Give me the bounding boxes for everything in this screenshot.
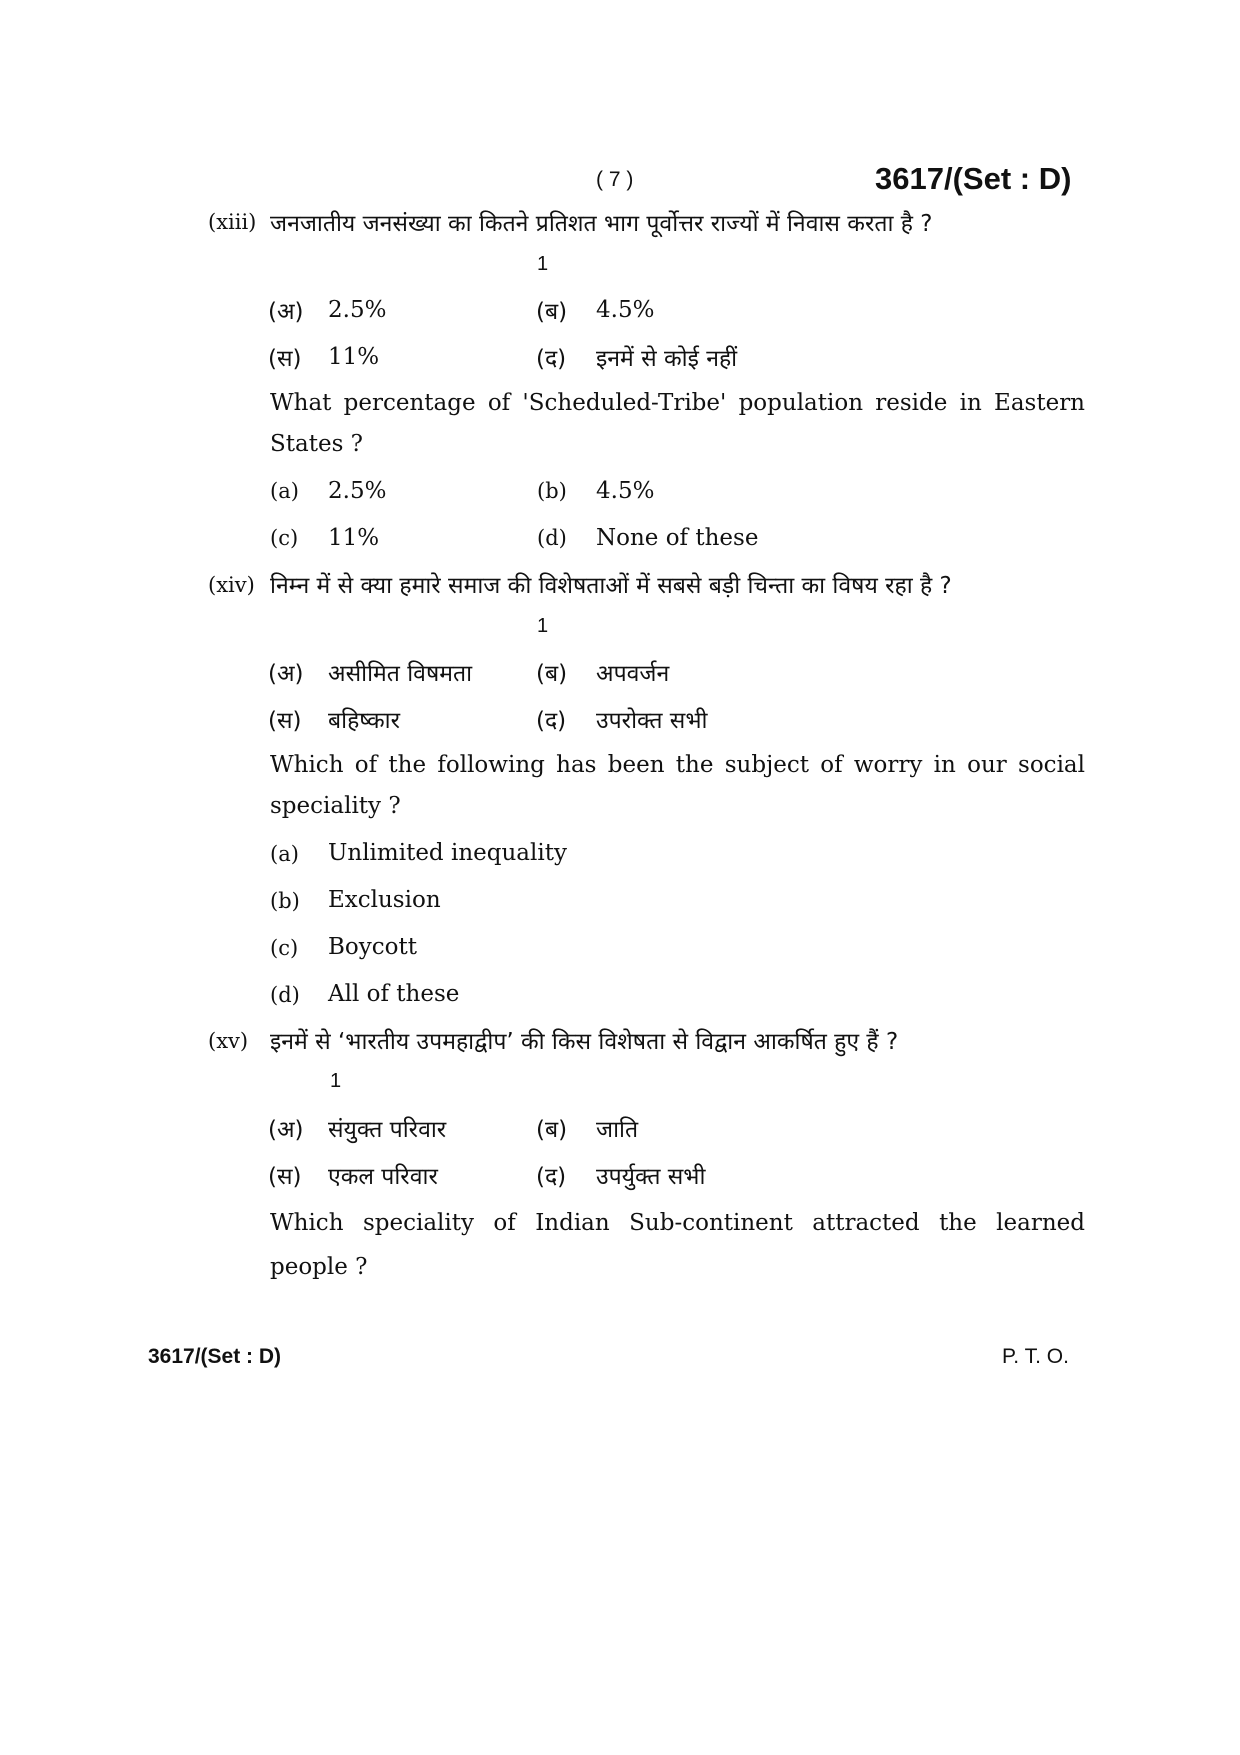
option-text: Unlimited inequality <box>328 840 567 866</box>
page-number: ( 7 ) <box>596 168 634 191</box>
question-text-english: speciality ? <box>270 793 401 819</box>
paper-code-header: 3617/(Set : D) <box>875 161 1072 196</box>
option-label: (द) <box>536 346 567 372</box>
question-number: (xv) <box>208 1029 249 1053</box>
pto-note: P. T. O. <box>1002 1345 1069 1368</box>
option-text: None of these <box>596 525 759 551</box>
question-text-english: What percentage of 'Scheduled-Tribe' population reside in Eastern <box>270 390 1085 416</box>
option-text: बहिष्कार <box>328 708 400 734</box>
option-label: (अ) <box>268 1117 304 1143</box>
option-label: (c) <box>270 936 299 960</box>
paper-code-footer: 3617/(Set : D) <box>148 1345 282 1368</box>
option-text: उपरोक्त सभी <box>596 708 708 734</box>
marks: 1 <box>537 615 549 637</box>
question-text-english: people ? <box>270 1254 368 1280</box>
option-label: (b) <box>270 889 300 913</box>
question-text-english: States ? <box>270 431 364 457</box>
option-label: (अ) <box>268 299 304 325</box>
option-label: (b) <box>537 479 567 503</box>
option-label: (स) <box>268 1164 302 1190</box>
option-label: (अ) <box>268 661 304 687</box>
option-text: जाति <box>596 1117 639 1143</box>
option-text: 4.5% <box>596 297 655 323</box>
question-text-english: Which speciality of Indian Sub-continent attracted the learned <box>270 1210 1085 1236</box>
option-label: (a) <box>270 479 299 503</box>
question-text-hindi: इनमें से ‘भारतीय उपमहाद्वीप’ की किस विशेषता से विद्वान आकर्षित हुए हैं ? <box>270 1029 899 1055</box>
option-label: (ब) <box>536 1117 568 1143</box>
option-text: अपवर्जन <box>596 661 670 687</box>
option-text: असीमित विषमता <box>328 661 473 687</box>
marks: 1 <box>330 1070 342 1092</box>
question-number: (xiii) <box>208 210 257 234</box>
option-text: 2.5% <box>328 297 387 323</box>
option-text: एकल परिवार <box>328 1164 438 1190</box>
option-text: Exclusion <box>328 887 441 913</box>
option-text: इनमें से कोई नहीं <box>596 346 738 372</box>
option-text: 11% <box>328 344 380 370</box>
option-label: (द) <box>536 708 567 734</box>
option-text: 2.5% <box>328 478 387 504</box>
option-label: (d) <box>537 526 567 550</box>
question-number: (xiv) <box>208 573 255 597</box>
question-text-hindi: निम्न में से क्या हमारे समाज की विशेषताओं में सबसे बड़ी चिन्ता का विषय रहा है ? <box>270 573 952 599</box>
option-label: (स) <box>268 346 302 372</box>
option-text: संयुक्त परिवार <box>328 1117 447 1143</box>
question-text-hindi: जनजातीय जनसंख्या का कितने प्रतिशत भाग पूर्वोत्तर राज्यों में निवास करता है ? <box>270 211 933 237</box>
option-text: उपर्युक्त सभी <box>596 1164 706 1190</box>
option-text: 4.5% <box>596 478 655 504</box>
option-label: (a) <box>270 842 299 866</box>
option-text: All of these <box>328 981 460 1007</box>
option-label: (c) <box>270 526 299 550</box>
option-text: 11% <box>328 525 380 551</box>
option-label: (ब) <box>536 661 568 687</box>
option-label: (ब) <box>536 299 568 325</box>
option-label: (d) <box>270 983 300 1007</box>
marks: 1 <box>537 253 549 275</box>
option-label: (द) <box>536 1164 567 1190</box>
question-text-english: Which of the following has been the subject of worry in our social <box>270 752 1085 778</box>
option-text: Boycott <box>328 934 417 960</box>
option-label: (स) <box>268 708 302 734</box>
